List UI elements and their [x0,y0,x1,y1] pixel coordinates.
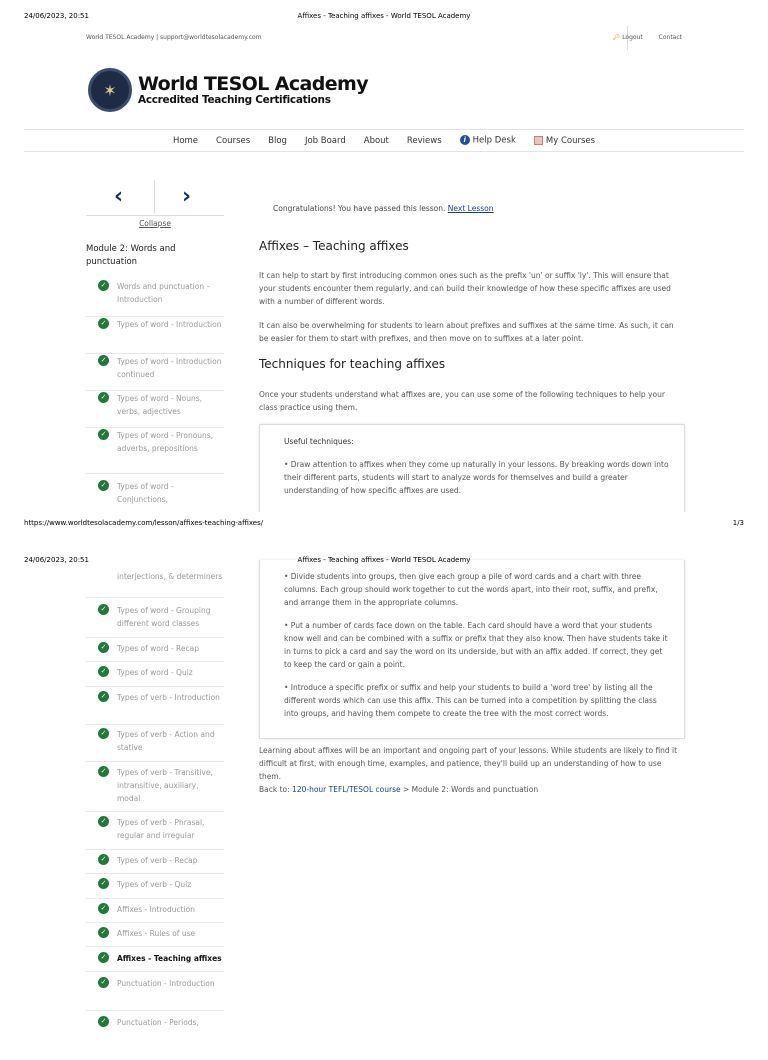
print-page-number: 1/3 [732,519,744,527]
next-lesson-arrow-icon[interactable]: › [182,184,192,209]
previous-lesson-arrow-icon[interactable]: ‹ [114,184,124,209]
sidebar-lesson[interactable]: ✓ Types of word - Nouns, verbs, adjectives [86,392,224,428]
check-icon: ✓ [98,952,109,963]
check-icon: ✓ [98,854,109,865]
sidebar-lesson[interactable]: ✓ Types of word - Introduction continued [86,355,224,391]
paragraph: Once your students understand what affixes are, you can use some of the following techniques to help your class practice using them. [259,390,665,412]
breadcrumb: Back to: 120-hour TEFL/TESOL course > Module 2: Words and punctuation [259,785,539,794]
sidebar-lesson-continued[interactable]: interjections, & determiners [86,570,224,598]
divider [154,180,155,214]
nav-reviews[interactable]: Reviews [406,135,442,146]
congrats-message: Congratulations! You have passed this lesson. Next Lesson [273,204,494,213]
sidebar-lesson[interactable]: ✓ Punctuation - Periods, [86,1016,224,1046]
print-url: https://www.worldtesolacademy.com/lesson/affixes-teaching-affixes/ [24,519,264,527]
sidebar-lesson-current[interactable]: ✓ Affixes - Teaching affixes [86,952,224,972]
print-title: Affixes - Teaching affixes - World TESOL Academy [297,556,471,564]
check-icon: ✓ [98,691,109,702]
sidebar-lesson[interactable]: ✓ Types of word - Pronouns, adverbs, prepositions [86,429,224,474]
paragraph: Learning about affixes will be an important and ongoing part of your lessons. While students are likely to find it difficult at first, with enough time, examples, and patience, they'll build up an understanding of how to use them. [259,746,678,781]
print-title: Affixes - Teaching affixes - World TESOL Academy [297,12,471,20]
check-icon: ✓ [98,480,109,491]
check-icon: ✓ [98,429,109,440]
check-icon: ✓ [98,318,109,329]
technique-item: • Introduce a specific prefix or suffix and help your students to build a 'word tree' by listing all the different words which can use this affix. This can be turned into a competition by splitting the class into groups, and having them compete to create the tree with the most correct words. [284,683,657,718]
check-icon: ✓ [98,666,109,677]
sidebar-lesson[interactable]: ✓ Types of word - Quiz [86,666,224,687]
sidebar-lesson[interactable]: ✓ Types of word - Grouping different word classes [86,604,224,638]
technique-item: • Divide students into groups, then give each group a pile of word cards and a chart with three columns. Each group should work together to cut the words apart, into their root, suffix, and prefix, and arrange them in the appropriate columns. [284,572,658,607]
key-icon: 🔑︎ [612,34,621,41]
logo-subtitle: Accredited Teaching Certifications [138,94,331,106]
info-icon: i [460,135,470,145]
logout-link[interactable]: 🔑︎ Logout [612,34,643,41]
print-page-1 [0,0,768,512]
site-logo[interactable] [88,68,368,112]
print-page-2 [0,548,768,1060]
sidebar-lesson[interactable]: ✓ Types of verb - Phrasal, regular and irregular [86,816,224,850]
paragraph: It can help to start by first introducing common ones such as the prefix 'un' or suffix 'ly'. This will ensure that your students encounter them regularly, and can build their knowledge of how these specific affixes are used with a number of different words. [259,271,671,306]
check-icon: ✓ [98,816,109,827]
check-icon: ✓ [98,977,109,988]
sidebar-lesson[interactable]: ✓ Punctuation - Introduction [86,977,224,1011]
sidebar-lesson[interactable]: ✓ Types of word - Conjunctions, [86,480,224,512]
sidebar-lesson[interactable]: ✓ Types of verb - Transitive, intransitive, auxiliary, modal [86,766,224,812]
techniques-box [259,424,685,512]
nav-help-desk[interactable]: i Help Desk [460,135,516,146]
sidebar-lesson[interactable]: ✓ Types of word - Introduction [86,318,224,354]
nav-blog[interactable]: Blog [268,135,287,146]
sidebar-lesson[interactable]: ✓ Types of verb - Quiz [86,878,224,899]
techniques-box-continued [259,560,685,739]
sidebar-lesson[interactable]: ✓ Words and punctuation – Introduction [86,280,224,317]
check-icon: ✓ [98,878,109,889]
box-title: Useful techniques: [284,437,354,446]
academy-seal-icon: ✶ [88,68,132,112]
nav-job-board[interactable]: Job Board [304,135,346,146]
sidebar-lesson[interactable]: ✓ Affixes - Introduction [86,903,224,923]
lesson-heading: Affixes – Teaching affixes [259,239,409,253]
technique-item: • Draw attention to affixes when they come up naturally in your lessons. By breaking words down into their different parts, students will start to analyze words for themselves and build a greater understanding of how specific affixes are used. [284,460,669,495]
next-lesson-link[interactable]: Next Lesson [447,204,494,213]
print-date: 24/06/2023, 20:51 [24,556,89,564]
collapse-link[interactable]: Collapse [139,219,171,228]
module-title[interactable]: Module 2: Words and punctuation [86,244,176,267]
check-icon: ✓ [98,604,109,615]
section-heading: Techniques for teaching affixes [259,357,446,371]
nav-about[interactable]: About [363,135,389,146]
technique-item: • Put a number of cards face down on the table. Each card should have a word that your students know well and can be combined with a suffix or prefix that they also know. Then have students take it in turns to pick a card and say the word on its underside, but with an affix added. If correct, they get to keep the card or gain a point. [284,621,668,669]
check-icon: ✓ [98,355,109,366]
nav-courses[interactable]: Courses [216,135,251,146]
nav-my-courses[interactable]: My Courses [534,136,595,146]
check-icon: ✓ [98,728,109,739]
contact-link[interactable]: Contact [658,34,682,41]
nav-home[interactable]: Home [172,135,199,146]
sidebar-lesson[interactable]: ✓ Types of verb - Introduction [86,691,224,725]
paragraph: It can also be overwhelming for students to learn about prefixes and suffixes at the same time. As such, it can be easier for them to start with prefixes, and then move on to suffixes at a later point. [259,321,674,343]
logo-title: World TESOL Academy [138,73,368,95]
sidebar-lesson[interactable]: ✓ Types of verb - Recap [86,854,224,874]
course-link[interactable]: 120-hour TEFL/TESOL course [292,785,401,794]
support-email[interactable]: World TESOL Academy | support@worldtesolacademy.com [86,34,262,41]
sidebar-lesson[interactable]: ✓ Types of word - Recap [86,642,224,662]
sidebar-lesson[interactable]: ✓ Affixes - Rules of use [86,927,224,947]
check-icon: ✓ [98,280,109,291]
main-nav [24,129,744,152]
print-date: 24/06/2023, 20:51 [24,12,89,20]
top-bar [86,34,682,41]
check-icon: ✓ [98,392,109,403]
check-icon: ✓ [98,1016,109,1027]
courses-icon [534,136,543,145]
check-icon: ✓ [98,642,109,653]
check-icon: ✓ [98,903,109,914]
sidebar-lesson[interactable]: ✓ Types of verb - Action and stative [86,728,224,762]
check-icon: ✓ [98,766,109,777]
check-icon: ✓ [98,927,109,938]
lesson-navigation [86,180,224,216]
